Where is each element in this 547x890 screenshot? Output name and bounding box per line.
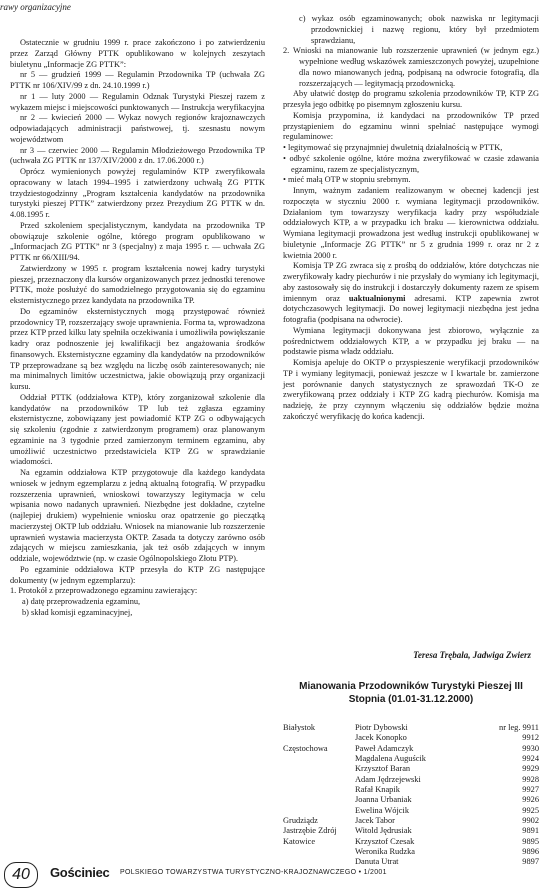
paragraph: nr 3 — czerwiec 2000 — Regulamin Młodzieżowego Przodownika TP (uchwała ZG PTTK nr 137/XIV/2000 z dn. 17.06.2000 r.) <box>10 145 265 166</box>
row-place <box>283 775 355 785</box>
paragraph: Oprócz wymienionych powyżej regulaminów KTP zweryfikowała opracowany w latach 1994–1995 i zatwierdzony uchwałą ZG PTTK trzydziestogodzinny „Program kształcenia kandydatów na przodownika turystyki pieszej PTTK” zatwierdzony przez Prezydium ZG PTTK w dn. 4.08.1995 r. <box>10 167 265 219</box>
paragraph: Przed szkoleniem specjalistycznym, kandydata na przodownika TP obowiązuje szkolenie ogólne, którego program opublikowano w „Informacjach ZG PTTK” nr 3 (specjalny) z maja 1995 r. — uchwała ZG PTTK nr 66/XIII/94. <box>10 220 265 262</box>
row-name: Jacek Tabor <box>355 816 395 826</box>
bullet-item: • mieć małą OTP w stopniu srebrnym. <box>283 175 411 185</box>
paragraph: Ostatecznie w grudniu 1999 r. prace zakończono i po zatwierdzeniu przez Zarząd Główny PTTK opublikowano w kolejnych zeszytach biuletynu „Informacje ZG PTTK”: <box>10 38 265 69</box>
row-number: 9925 <box>522 805 539 815</box>
row-number: 9928 <box>522 774 539 784</box>
row-place <box>283 785 355 795</box>
right-column <box>283 14 539 423</box>
row-name: Danuta Utrat <box>355 857 399 867</box>
list-row <box>283 775 539 785</box>
row-number: 9902 <box>522 816 539 826</box>
row-name: Magdalena Auguścik <box>355 754 426 764</box>
row-place: Grudziądz <box>283 816 318 826</box>
paragraph: Komisja apeluje do OKTP o przyspieszenie weryfikacji przodowników TP i wymiany legitymacji, ponieważ jeszcze w I kwartale br. zamierzone jest porównanie danych statystycznych ze sprawozdań TK-O ze zweryfikowaną przez oddziały i KTP ZG kadrą piechurów. Komisja ma nadzieję, że przy czynnym włączeniu się oddziałów będzie można zakończyć weryfikację do końca kadencji. <box>283 358 539 421</box>
bold-text: uaktualnionymi <box>348 293 406 303</box>
row-name: Rafał Knapik <box>355 785 400 795</box>
left-column <box>10 38 265 619</box>
list-row <box>283 754 539 764</box>
row-number: 9891 <box>522 826 539 836</box>
list-item: 1. Protokół z przeprowadzonego egzaminu zawierający: <box>10 586 198 596</box>
row-place: Częstochowa <box>283 743 328 753</box>
paragraph: nr 5 — grudzień 1999 — Regulamin Przodownika TP (uchwała ZG PTTK nr 106/XIV/99 z dn. 24.10.1999 r.) <box>10 70 265 90</box>
list-row <box>283 806 539 816</box>
row-number: 9896 <box>522 847 539 857</box>
row-number: 9912 <box>522 733 539 743</box>
row-place <box>283 754 355 764</box>
row-number: 9895 <box>522 836 539 846</box>
list-subitem: b) skład komisji egzaminacyjnej, <box>22 607 133 617</box>
paragraph-text: Komisja TP ZG zwraca się z prośbą do oddziałów, które dotychczas nie zweryfikowały kadry piechurów i nie przysłały do wymiany ich legitymacji, aby zastosowały się do instrukcji i dostarczyły dokumenty razem ze spisem imiennym oraz <box>283 261 539 303</box>
row-number: 9929 <box>522 764 539 774</box>
bullet-item: • odbyć szkolenie ogólne, które można zweryfikować w czasie zdawania egzaminu, razem ze specjalistycznym, <box>283 153 539 174</box>
row-place <box>283 733 355 743</box>
list-row <box>283 744 539 754</box>
paragraph <box>283 261 539 326</box>
row-place <box>283 806 355 816</box>
paragraph: Oddział PTTK (oddziałowa KTP), który zorganizował szkolenie dla kandydatów na przodowników TP lub też zgłasza egzaminy eksternistyczne, zobowiązany jest powiadomić KTP ZG o odbywających się szkoleniu (zgodnie z zatwierdzonym programem) oraz planowanym egzaminie na 3 tygodnie przed zamierzonym terminem egzaminu, aby umożliwić uczestnictwo przedstawiciela KTP ZG w sprawdzianie wiadomości. <box>10 392 265 467</box>
row-place <box>283 795 355 805</box>
row-place <box>283 764 355 774</box>
paragraph: nr 1 — luty 2000 — Regulamin Odznak Turystyki Pieszej razem z wykazem miejsc i miejscowości punktowanych — Instrukcja weryfikacyjna <box>10 91 265 112</box>
row-name: Witold Jędrusiak <box>355 826 412 836</box>
list-subitem: a) datę przeprowadzenia egzaminu, <box>22 597 141 606</box>
leg-number: 9911 <box>522 723 539 732</box>
section-header: rawy organizacyjne <box>0 2 71 12</box>
leg-label: nr leg. <box>499 723 521 732</box>
list-row <box>283 795 539 805</box>
page-number: 40 <box>4 862 38 888</box>
list-title: Mianowania Przodowników Turystyki Pieszej III Stopnia (01.01-31.12.2000) <box>299 681 523 705</box>
row-number <box>465 723 539 733</box>
list-subitem: c) wykaz osób egzaminowanych; obok nazwiska nr legitymacji przodownickiej i nazwę regionu, który był przedmiotem sprawdzianu, <box>299 14 539 45</box>
bullet-item: • legitymować się przynajmniej dwuletnią działalnością w PTTK, <box>283 143 503 152</box>
paragraph: Po egzaminie oddziałowa KTP przesyła do KTP ZG następujące dokumenty (w jednym egzemplarzu): <box>10 564 265 585</box>
row-number: 9930 <box>522 743 539 753</box>
paragraph: Aby ułatwić dostęp do programu szkolenia przodowników TP, KTP ZG przesyła jego odbitkę po pisemnym zgłoszeniu kursu. <box>283 89 539 109</box>
list-row <box>283 785 539 795</box>
row-place: Jastrzębie Zdrój <box>283 826 337 836</box>
paragraph: Do egzaminów eksternistycznych mogą przystępować również przodownicy TP, rozszerzający swoje uprawnienia. Forma ta, wprowadzona przez KTP przed kilku laty spełniła oczekiwania i umożliwiła powiększanie kadry oraz podnoszenie jej kwalifikacji bez angażowania środków finansowych. Eksternistyczne egzaminy dla kandydatów na przodowników TP przeprowadzane są bez względu na liczbę osób zainteresowanych; nie ma minimalnych limitów uczestnictwa, jakie obowiązują przy organizacji kursu. <box>10 306 265 391</box>
author-signature: Teresa Trębala, Jadwiga Zwierz <box>413 650 531 660</box>
row-number: 9926 <box>522 795 539 805</box>
paragraph: Zatwierdzony w 1995 r. program kształcenia nowej kadry turystyki pieszej, przeznaczony dla kursów organizowanych przez jednostki terenowe PTTK, może posłużyć do samodzielnego przygotowania się do egzaminu eksternistycznego przez kandydata na przodownika TP. <box>10 263 265 305</box>
magazine-brand: Gościniec <box>50 865 110 880</box>
paragraph: Innym, ważnym zadaniem realizowanym w obecnej kadencji jest rozpoczęta w styczniu 2000 r. wymiana legitymacji przodowników. Działaniom tym towarzyszy weryfikacja kadry przy współudziale oddziałowych KTP, a w przypadku ich braku — kierownictwa oddziału. Wymiana legitymacji prowadzona jest według instrukcji opublikowanej w biuletynie „Informacje ZG PTTK” nr 5 z grudnia 1999 r. oraz nr 2 z kwietnia 2000 r. <box>283 186 539 260</box>
row-name: Krzysztof Czesak <box>355 836 415 846</box>
row-name: Paweł Adamczyk <box>355 743 414 753</box>
row-number: 9927 <box>522 785 539 795</box>
page-footer <box>0 856 547 890</box>
list-row <box>283 764 539 774</box>
row-name: Jacek Konopko <box>355 733 407 743</box>
list-row <box>283 837 539 847</box>
paragraph: nr 2 — kwiecień 2000 — Wykaz nowych regionów krajoznawczych odpowiadających administracji państwowej, tj. szesnastu nowym województwom <box>10 113 265 144</box>
row-number: 9924 <box>522 754 539 764</box>
list-row <box>283 816 539 826</box>
list-row <box>283 723 539 733</box>
row-name: Krzysztof Baran <box>355 764 411 774</box>
appointments-list <box>283 723 539 868</box>
list-row <box>283 733 539 743</box>
row-name: Joanna Urbaniak <box>355 795 412 805</box>
row-name: Ewelina Wójcik <box>355 805 410 815</box>
row-name: Weronika Rudzka <box>355 847 416 857</box>
row-name: Piotr Dybowski <box>355 723 408 732</box>
row-place: Katowice <box>283 836 316 846</box>
list-row <box>283 826 539 836</box>
row-name: Adam Jędrzejewski <box>355 774 421 784</box>
paragraph: Wymiana legitymacji dokonywana jest zbiorowo, wyłącznie za pośrednictwem oddziałowych KTP, a w przypadku jej braku — na podstawie pisma władz oddziału. <box>283 325 539 357</box>
footer-text: POLSKIEGO TOWARZYSTWA TURYSTYCZNO-KRAJOZNAWCZEGO • 1/2001 <box>120 869 387 876</box>
paragraph-text: adresami. KTP zapewnia zwrot dotychczasowych legitymacji. Do nowej legitymacji niezbędna jest jedna fotografia (podpisana na odwrocie). <box>283 293 539 324</box>
list-item: 2. Wnioski na mianowanie lub rozszerzenie uprawnień (w jednym egz.) wypełnione według wskazówek zamieszczonych powyżej, uzupełnione dla nowo mianowanych jedną, podpisaną na odwrocie fotografią, dla rozszerzających — legitymacją przodownicką. <box>283 46 539 88</box>
row-place: Białystok <box>283 723 316 732</box>
row-number: 9897 <box>522 857 539 867</box>
paragraph: Komisja przypomina, iż kandydaci na przodowników TP przed przystąpieniem do egzaminu winni spełniać następujące wymogi regulaminowe: <box>283 110 539 142</box>
paragraph: Na egzamin oddziałowa KTP przygotowuje dla każdego kandydata wniosek w jednym egzemplarzu z jedną aktualną fotografią. W przypadku rozszerzenia uprawnień, wnioskowi towarzyszy legitymacja w celu wpisania nowo nadanych uprawnień. Niezbędne jest dokładne, czytelne (najlepiej drukiem) wypełnienie wniosku oraz opatrzenie go pieczątką macierzystej OKTP lub oddziału. Wniosek na mianowanie lub rozszerzenie uprawnień wystawia macierzysta OKTP. Zasada ta dotyczy zarówno osób zdających w miejscu zamieszkania, jak też osób zdających w innym oddziale, województwie (np. w czasie Ogólnopolskiego Złotu PTP). <box>10 468 265 563</box>
